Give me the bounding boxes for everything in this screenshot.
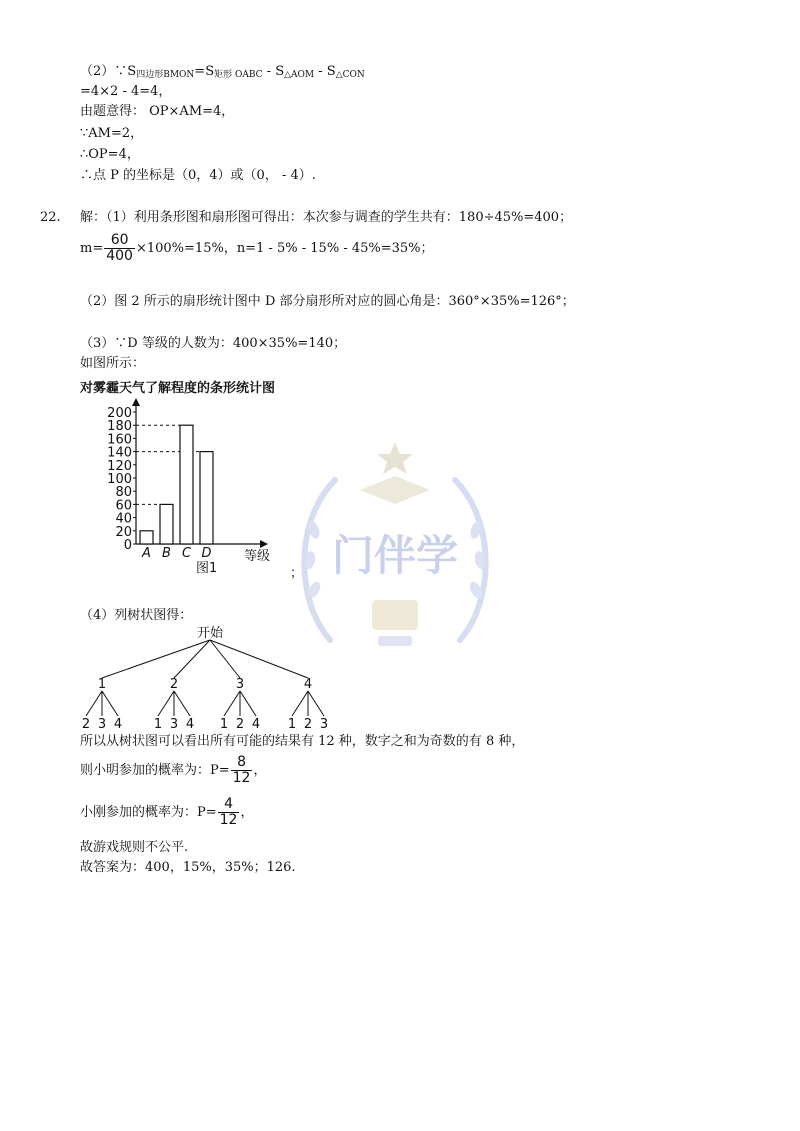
y-tick-label: 180: [107, 419, 132, 435]
y-tick-label: 120: [107, 458, 132, 474]
tree-leaf-label: 2: [303, 717, 313, 732]
final-answer: 故答案为：400，15%，35%；126.: [80, 860, 296, 875]
tree-leaf-label: 1: [287, 717, 297, 732]
part2-text: （2）图 2 所示的扇形统计图中 D 部分扇形所对应的圆心角是：360°×35%=126°；: [80, 294, 575, 309]
part3-text: （3）∵D 等级的人数为：400×35%=140；: [80, 336, 347, 351]
y-tick-label: 200: [107, 406, 132, 421]
y-tick-label: 160: [107, 432, 132, 448]
bar-B: [160, 504, 173, 544]
x-category-label: D: [201, 546, 212, 561]
y-tick-label: 0: [123, 538, 132, 553]
tree-leaf-label: 2: [81, 717, 91, 732]
part4-text: （4）列树状图得：: [80, 608, 193, 623]
tree-leaf-line: [292, 691, 308, 716]
semicolon-after-chart: ；: [290, 566, 304, 581]
tree-leaf-line: [174, 691, 190, 716]
chart-title: 对雾霾天气了解程度的条形统计图: [80, 381, 276, 396]
y-tick-label: 60: [115, 498, 132, 514]
as-shown-text: 如图所示：: [80, 356, 146, 371]
tree-leaf-label: 4: [113, 717, 123, 732]
area-equation-line: $(2)\because S_{四边形BMON}=S_{矩形}$ $_{OABC} - S_{\triangle AOM} - S_{\triangle CON}$: [80, 64, 365, 80]
am-line: ∵AM=2，: [80, 126, 144, 141]
condition-line: 由题意得： OP×AM=4，: [80, 104, 235, 119]
xiaoming-fraction: $\frac{8}{12}$: [232, 754, 251, 786]
tree-branch-label: 1: [97, 677, 107, 692]
bar-A: [140, 531, 153, 544]
x-category-label: B: [162, 546, 171, 561]
y-tick-label: 80: [115, 485, 132, 501]
area-result-line: =4×2 - 4=4，: [80, 84, 172, 99]
question-number: 22.: [40, 210, 61, 225]
m-fraction: $\frac{60}{400}$: [106, 232, 133, 264]
tree-root-label: 开始: [196, 626, 224, 641]
tree-diagram: [70, 622, 370, 732]
tree-leaf-line: [240, 691, 256, 716]
tree-branch-line: [102, 640, 210, 678]
tree-branch-label: 2: [169, 677, 179, 692]
tree-leaf-label: 3: [319, 717, 329, 732]
tree-leaf-label: 3: [169, 717, 179, 732]
y-axis-arrow: [132, 398, 140, 406]
tree-leaf-line: [158, 691, 174, 716]
part1-text: 解：（1）利用条形图和扇形图可得出：本次参与调查的学生共有：180÷45%=400；: [80, 210, 573, 225]
tree-leaf-line: [86, 691, 102, 716]
conclusion-text: 所以从树状图可以看出所有可能的结果有 12 种，数字之和为奇数的有 8 种，: [80, 734, 525, 749]
op-line: ∴OP=4，: [80, 147, 140, 162]
y-tick-label: 40: [115, 511, 132, 527]
tree-branch-line: [174, 640, 210, 678]
tree-leaf-label: 1: [219, 717, 229, 732]
y-tick-label: 20: [115, 524, 132, 540]
xiaogang-probability: 小刚参加的概率为：P= $\frac{4}{12}$ ，: [80, 796, 254, 828]
bar-C: [180, 425, 193, 544]
tree-leaf-label: 1: [153, 717, 163, 732]
xiaoming-probability: 则小明参加的概率为：P= $\frac{8}{12}$ ，: [80, 754, 267, 786]
unfair-conclusion: 故游戏规则不公平.: [80, 840, 189, 855]
m-n-formula: m= $\frac{60}{400}$ ×100%=15%，n=1 - 5% - 15% - 45%=35%；: [80, 232, 434, 264]
xiaogang-fraction: $\frac{4}{12}$: [219, 796, 238, 828]
tree-leaf-label: 2: [235, 717, 245, 732]
x-axis-label: 等级: [244, 549, 271, 564]
tree-leaf-label: 3: [97, 717, 107, 732]
tree-leaf-line: [224, 691, 240, 716]
tree-leaf-line: [102, 691, 118, 716]
x-axis-arrow: [260, 540, 268, 548]
coordinate-line: ∴点 P 的坐标是（0，4）或（0， - 4）.: [80, 168, 316, 183]
tree-leaf-label: 4: [251, 717, 261, 732]
y-tick-label: 140: [107, 445, 132, 461]
chart-caption: 图1: [196, 561, 218, 576]
tree-leaf-label: 4: [185, 717, 195, 732]
tree-leaf-line: [308, 691, 324, 716]
watermark-text: 门伴学: [331, 531, 459, 580]
tree-branch-label: 4: [303, 677, 313, 692]
bar-D: [200, 452, 213, 544]
tree-branch-label: 3: [235, 677, 245, 692]
x-category-label: C: [181, 546, 192, 561]
x-category-label: A: [142, 546, 151, 561]
y-tick-label: 100: [107, 472, 132, 487]
